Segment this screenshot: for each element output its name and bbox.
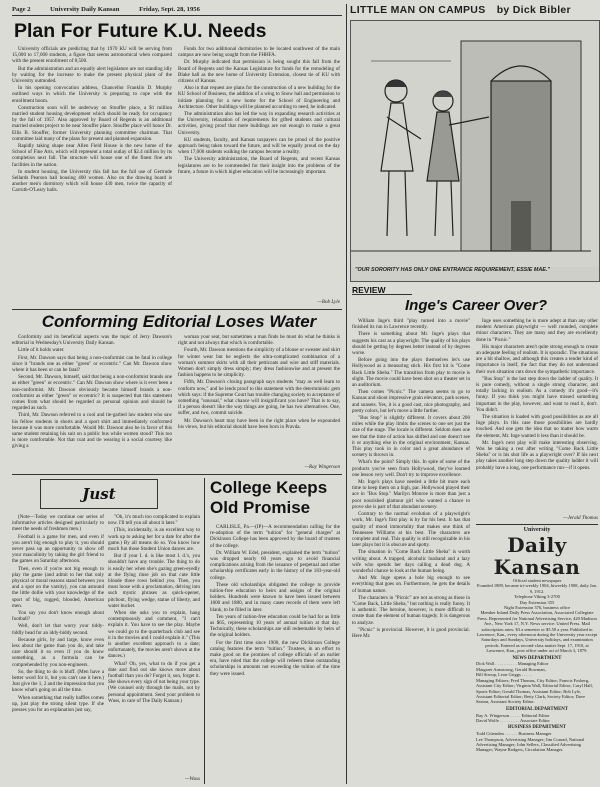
review-paragraph: And Mr. Inge opens a hole big enough to see everything that goes on. Furthermore, he gets the details of human nature. bbox=[352, 575, 470, 594]
browsing-paragraph: (Note—Today we continue our series of informative articles designed particularly to meet the needs of freshmen men.) bbox=[12, 514, 104, 533]
cartoon-title: LITTLE MAN ON CAMPUS bbox=[350, 4, 486, 16]
old-promise-paragraph: These old scholarships obligated the college to provide tuition-free education to heirs and assigns of the original holders. Hundreds were known to have been issued between 1800 and 1880, and in many cases records of them were left blank, to be filled in later. bbox=[210, 581, 340, 613]
masthead bbox=[476, 524, 598, 786]
business-department-list bbox=[476, 731, 598, 753]
cartoon-caption: "OUR SORORITY HAS ONLY ONE ENTRANCE REQUIREMENT, ESSIE MAE." bbox=[355, 267, 550, 273]
browsing-column-1 bbox=[12, 514, 104, 784]
lead-paragraph: Funds for two additional dormitories to be located southwest of the main campus are now being sought from the FHHFA. bbox=[178, 46, 340, 59]
browsing-paragraph: Well, don't let that worry your tiddy-tiddly head for an iddy-biddy second. bbox=[12, 623, 104, 636]
review-paragraph: Mr. Inge's next play will make interesting observing. Was he taking a rest after writing "Come Back Little Sheba" or is his shot life as a playwright over? If his next play takes another long step down the quality ladder it will probably have a long, one performance run—if it opens. bbox=[476, 439, 598, 471]
news-department-list bbox=[476, 661, 598, 704]
lead-paragraph: Also in that request are plans for the construction of a new building for the KU School of Business, the addition of a wing to Snow hall and permission to initiate planning for a new home for the School of Engineering and Architecture. Other buildings will be planned according to need, he indicated. bbox=[178, 85, 340, 110]
masthead-line: Day Extension 355 bbox=[519, 599, 555, 605]
editorial2-paragraph: woman your seat, but sometimes a man finds he must do what he thinks is right and not always that which is comfortable. bbox=[178, 334, 340, 347]
lead-paragraph: The University administration, the Board of Regents, and recent Kansas legislatures are to be commended for their insight into the problems of the future, a future in which higher education will be increasingly important. bbox=[178, 156, 340, 175]
cartoon-artist: by Dick Bibler bbox=[496, 4, 571, 16]
folio-date: Friday, Sept. 28, 1956 bbox=[139, 6, 200, 13]
browsing-headline: Just bbox=[82, 485, 116, 503]
editorial-department-head: EDITORIAL DEPARTMENT bbox=[506, 706, 568, 712]
review-column-1 bbox=[352, 318, 470, 784]
rule-vertical bbox=[346, 4, 347, 784]
rule-lead bbox=[12, 309, 342, 310]
lead-headline: Plan For Future K.U. Needs bbox=[14, 20, 267, 42]
browsing-headline-box bbox=[40, 479, 158, 509]
review-paragraph: William Inge's third "play turned into a movie" finished its run in Lawrence recently. bbox=[352, 318, 470, 331]
old-promise-paragraph: Ten years of tuition-free education could be had for as little as $65, representing 10 years of annual tuition at that day. Technically, these scholarships are still redeemable by heirs of the original holders. bbox=[210, 613, 340, 639]
cartoon-header bbox=[350, 4, 600, 18]
old-promise-paragraph: Dr. William W. Edel, president, explained the term "tuition" was dropped nearly 60 years ago to avoid financial complications arising from the issuance of perpetual and other scholarship certificates early in the history of the 183-year-old college. bbox=[210, 549, 340, 581]
old-promise-paragraph: For the first time since 1900, the new Dickinson College catalog features the term "tuition." Trustees, in an effort to make good on the promises of college officials of an earlier era, have ruled that the college will redeem these outstanding scholarships in amounts not exceeding the tuition of the time they were issued. bbox=[210, 639, 340, 677]
browsing-byline: —Wuss bbox=[184, 776, 200, 782]
business-staff-line: Todd Cittenden . . . . . . Business Manager bbox=[476, 731, 552, 737]
folio-line bbox=[12, 4, 342, 16]
rule-editorial2 bbox=[12, 474, 342, 475]
review-paragraph: Contrary to the normal evolution of a playwright's work, Mr. Inge's first play is by far his best. It has that quality of mood immortality that makes one think of Tennessee Williams at his best. The characters are complete and real. This quality is still recognizable in his later plays but it is obscure and spotty. bbox=[352, 511, 470, 549]
browsing-column-2 bbox=[108, 514, 200, 776]
cartoon-panel bbox=[350, 20, 600, 282]
business-department-head: BUSINESS DEPARTMENT bbox=[508, 725, 566, 731]
news-department-head: NEWS DEPARTMENT bbox=[512, 655, 562, 661]
review-paragraph: The situation is loaded with good possibilities as are all Inge plays. In this case those possibilities are hardly touched. And one gets the idea that no matter how warm the element, Mr. Inge wanted it less than it should be. bbox=[476, 414, 598, 439]
editorial2-paragraph: First, Mr. Dawson says that being a non-conformist can be fatal in college since it "brands one as either "green" or eccentric." Can Mr. Dawson show where it has been or can be fatal? bbox=[12, 354, 172, 374]
masthead-line: Official student newspaper bbox=[512, 578, 562, 583]
editorial2-headline: Conforming Editorial Loses Water bbox=[41, 312, 317, 331]
editorial-department-list bbox=[476, 713, 598, 724]
review-paragraph: His major characters aren't quite strong enough to create an adequate feeling of realism. It is sporadic. The situations are a bit shallow, and although this creates a tender kind of importance in itself, the fact that they do not understand their own situation cuts down the sympathetic importance. bbox=[476, 343, 598, 375]
business-staff-line: Lee Thompson, Advertising Manager; Jim Conrad, National Advertising Manager; John Sellers, Classified Advertising Manager; Wayne Rodgers, Circulation Manager. bbox=[476, 736, 585, 753]
review-paragraph: The characters in "Picnic" are not as strong as those in "Come Back, Little Sheba," but nothing is really funny. It is authentic. The heroine, however, is more difficult to create than the element of human tragedy. It is dangerous to analyze. bbox=[352, 594, 470, 626]
masthead-line: Telephone Viking 3-2700 bbox=[514, 594, 560, 600]
folio-paper: University Daily Kansan bbox=[50, 6, 120, 13]
news-staff-line: Dick Wall . . . . . . . . . . Managing Editor bbox=[476, 661, 549, 667]
browsing-paragraph: When something that really baffles comes up, just play the strong silent type. If she presses you for an explanation just say, bbox=[12, 694, 104, 714]
news-staff-line: Bill Stroup, Leon Griggs . . . . . bbox=[476, 672, 532, 678]
old-promise-headline: College Keeps Old Promise bbox=[210, 478, 328, 517]
old-promise-column bbox=[210, 524, 340, 784]
lead-byline: —Bob Lyle bbox=[317, 299, 340, 305]
browsing-paragraph: "Oh, it's much too complicated to explain now. I'll tell you all about it later." bbox=[108, 514, 200, 527]
editorial2-paragraph: Second, Mr. Dawson, himself, said that being a non-conformist brands one as either "green" or eccentric." Can Mr. Dawson show where is it ever been a non-conformist. Mr. Dawson obviously became himself brands a non-conformist as either "green" or eccentric? It is suspected that this statement comes from what should be regarded as personal opinion and should be regarded as such. bbox=[12, 374, 172, 412]
review-paragraph: Then comes "Picnic." The camera seems to go to Kansas and shoot impressive grain elevators, park scenes, and sunsets. Yes, it is a good cast, nice photography, and pretty colors, but let's move a little further. bbox=[352, 389, 470, 414]
editorial2-paragraph: Third, Mr. Dawson referred to a cool and tie-garbed law student who saw his fellow students in shorts and a sport shirt and immediately conformed because it was more comfortable. Would Mr. Dawson also be in favor of this same student retaining his suit on a public bus while women stood? This too is more comfortable. Not that coat and tie wearing is a social courtesy like giving a bbox=[12, 412, 172, 450]
browsing-paragraph: When she asks you to explain, hang contemptuously and comment, "I can't explain it. You have to see the play. Maybe we could go to the quarterback club and see it in the movies and I could explain it." (This is another excellent approach to a date; unfortunately, the movies aren't shown at the dances.) bbox=[108, 610, 200, 660]
lead-paragraph: KU students, faculty, and Kansas taxpayers can be proud of the positive approach being taken toward the future, and will be equally proud on the day when 17,000 students walking the campus become a reality. bbox=[178, 136, 340, 156]
lead-column-1 bbox=[12, 46, 172, 308]
browsing-paragraph: Football is a game for men, and even if you aren't big enough to play it, you should never pass up an opportunity to show off your masculinity by taking the girl friend to the games on Saturday afternoon. bbox=[12, 533, 104, 565]
editorial2-byline: —Ray Wingerson bbox=[304, 464, 340, 470]
browsing-paragraph: So, the thing to do is bluff. (Men have a better word for it, but you can't use it here.) Just give the 1, 2 and the impression that you know what's going on all the time. bbox=[12, 668, 104, 694]
review-paragraph: What's the point? Simply this. In spite of some of the products you've seen from Hollywood, they've learned one lesson very well. Don't try to improve excellence. bbox=[352, 459, 470, 478]
review-paragraph: "Bus Stop" is the last step down the ladder of quality. It is pure comedy, without a single strong character, and totally lacking in realism. As a comedy it's good—it's funny. If you think you might have missed something important in the play, however, and want to read it, don't. You didn't. bbox=[476, 375, 598, 413]
editorial2-paragraph: Fourth, Mr. Dawson mentions the simplicity of a blouse or sweater and skirt for winter wear but he neglects the ultra-complicated combination of a woman's summer skirts with all their petticoats and wire and stiff materials. Women don't simply dress simply; they dress fashionwise and at present the fashion happens to be simplicity. bbox=[178, 347, 340, 379]
folio-page: Page 2 bbox=[12, 6, 31, 13]
lead-paragraph: Dr. Murphy indicated that permission is being sought this fall from the Board of Regents and the Kansas Legislature for funds for the remodeling of Blake hall as the new home of University Extension, closest tie of KU with citizens of Kansas. bbox=[178, 59, 340, 85]
lead-paragraph: The administration also has led the way in expanding research activities at the University, relaxation of requirements for gifted students and cultural activities, giving proof that mere buildings are not enough to make a great University. bbox=[178, 111, 340, 136]
browsing-paragraph: But if your I. d. is like most I. d.'s, you shouldn't have any trouble. The thing to do is easily her when she's gazing green-eyedly at the flying rinse job on that cute little blonde three rows behind you. Then, you must loose with a proclamation, delving into such mystic phrases as quick-opener, pitchout, flying wedge, statue of liberty, and water bucket. bbox=[108, 553, 200, 609]
review-headline: Inge's Career Over? bbox=[405, 297, 547, 314]
news-staff-line: Margaret Armstrong, Gerald Bowman, bbox=[476, 666, 546, 672]
lead-column-2 bbox=[178, 46, 340, 298]
editorial-staff-line: Ray A. Wingerson . . . . . Editorial Editor bbox=[476, 712, 550, 718]
news-staff-line: Managing Editors; Fred Thomas, City Editor; Francis Fosberg, Assistant City Editor; Virginia Wall, Editorial Editor; Caryl Hall, Sports Editor; Gerald Thomas, Assistant Editor; Bob Lyle, Assistant Editorial Editor; Betty Clark, Society Editor; Dave Seaton, Assistant Society Editor. bbox=[476, 677, 593, 705]
editorial2-paragraph: Mr. Dawson's heart may have been in the right place when he expounded his views, but his editorial should have been born in Pravda. bbox=[178, 417, 340, 430]
browsing-paragraph: Because girls, by and large, know even less about the game than you do, and take care should it so even if you do know something, as a formula can be comprehended by you non-engineers. bbox=[12, 636, 104, 668]
review-paragraph: Inge uses something he is more adept at than any other modern American playwright — well rounded, complete minor characters. They are many and they are excellently done in "Picnic." bbox=[476, 318, 598, 343]
masthead-line: Founded 1889, became tri-weekly 1904, biweekly 1908, daily Jan. 9, 1912. bbox=[477, 583, 597, 594]
masthead-line: Night Extension 376, business office bbox=[503, 605, 571, 611]
lead-paragraph: In his opening convocation address, Chancellor Franklin D. Murphy outlined ways in which the University is preparing to cope with the enrollment boom. bbox=[12, 85, 172, 104]
editorial2-column-2 bbox=[178, 334, 340, 464]
editorial-staff-line: David Wolfe . . . . . . . . . Associate Editor bbox=[476, 717, 550, 723]
masthead-title: Daily Kansan bbox=[493, 533, 581, 579]
browsing-paragraph: Then, even if you're not big enough to play the game (and admit to her that only physical or moral reasons stand between you and a spot on the varsity), you can astound the little dollie with your knowledge of the sport of big, rugged, blooded, American men. bbox=[12, 565, 104, 609]
editorial2-paragraph: Little of it holds water. bbox=[18, 347, 65, 354]
editorial2-paragraph: Fifth, Mr. Dawson's closing paragraph says students "may as well learn to conform now," and he lends proof to this statement with the deterministic gem which says: if the Supreme Court has trouble changing society to acceptance of something "unusual," what chance will insignificant you have? That is to say, if a person doesn't like the way things are going, he has two alternatives. One, suffer, and two, commit suicide. bbox=[178, 379, 340, 417]
lead-paragraph: University officials are predicting that by 1970 KU will be serving from 15,000 to 17,000 students, a figure that seems astronomical when compared with the present enrollment of 8,500. bbox=[12, 46, 172, 65]
lead-paragraph: Rapidly taking shape near Allen Field House is the new home of the School of Fine Arts, which will represent a total outlay of $2.4 million by its completion next fall. The structure will house one of the finest fine arts facilities in the nation. bbox=[12, 143, 172, 168]
review-paragraph: The situation in "Come Back Little Sheba" is worth writing about. A trapped, alcoholic husband and a lazy wife who spends her days calling a dead dog. A wonderful chance to look at the human being. bbox=[352, 549, 470, 574]
editorial2-column-1 bbox=[12, 334, 172, 472]
lead-paragraph: But the administration and an equally alert legislature are not standing idly by waiting for the increase to make the present physical plant of the University outmoded. bbox=[12, 65, 172, 85]
lead-paragraph: In student housing, the University this fall has the full use of Gertrude Sellards Pearson hall housing 400 women. Also on the drawing board is another men's dormitory which will house 430 men, twice the capacity of Carruth-O'Leary halls. bbox=[12, 168, 172, 194]
old-promise-paragraph: CARLISLE, Pa.—(IP)—A recommendation calling for the re-adoption of the term "tuition" for "general charges" at Dickinson College has been approved by the board of trustees of the college. bbox=[210, 524, 340, 549]
review-paragraph: "Bus Stop" is slightly different. It covers about 200 miles while the play limits the scenes to one set just the size of the stage. The locale is different. Seldom does one see that the time of action has shifted and one doesn't see it or anything else in the original environment, Kansas. This play took in in color and a great abundance of scenery is thrown in. bbox=[352, 415, 470, 459]
browsing-paragraph: What? Oh, yes, what to do if you get a date and find out she knows more about football than you do? Forget it, son, forget it. She shows every sign of not being your type. (We counsel only through the mails, not by personal appointment. Send your problem to Wuss, in care of The Daily Kansan.) bbox=[108, 660, 200, 704]
lead-paragraph: Construction soon will be underway on Stouffer place, a $1 million married student housing development which should be ready for occupancy by the fall of 1957. Also approved by Board of Regents is an additional married student project to be near Stouffer place. Stouffer place will honor Dr. Ellis B. Stouffer, former University planning committee chairman. That committee laid many of the plans for present and planned expansion. bbox=[12, 104, 172, 142]
review-paragraph: Before going into the plays themselves let's use Hollywood as a measuring stick. His first hit is "Come Back Little Sheba." The transition from play to movie is slight. The movie could have been shot on a theater set in an auditorium. bbox=[352, 357, 470, 389]
masthead-small: University bbox=[523, 527, 551, 533]
editorial2-paragraph: Conformity and its beneficial aspects was the topic of Jerry Dawson's editorial in Wednesday's University Daily Kansan. bbox=[12, 334, 172, 347]
review-column-2 bbox=[476, 318, 598, 518]
masthead-line: Member Inland Daily Press Association, Associated Collegiate Press. Represented for National Advertising Service, 420 Madison Ave., New York 17, N.Y. News service: United Press. Mail subscription rates: $3 a semester or $5.50 a year. Published in Lawrence, Kan., every afternoon during the University year except Saturdays and Sundays, University holidays, and examination periods. Entered as second-class matter Sept. 17, 1910, at Lawrence, Kan., post office under act of March 3, 1879. bbox=[476, 610, 598, 654]
browsing-paragraph: You say you don't know enough about football? bbox=[12, 610, 104, 623]
cartoon-drawing bbox=[351, 21, 599, 267]
rule-browsing bbox=[204, 478, 205, 784]
masthead-info bbox=[476, 578, 598, 654]
review-paragraph: Mr. Inge's plays have needed a little bit more each time to keep them on a high, par. Hollywood played their ace in "Bus Stop." Marilyn Monroe is more than just a poor nourished glamour girl who wanted a chance to prove she is part of that abundant scenery. bbox=[352, 479, 470, 510]
review-paragraph: "Picnic" is provincial. However, it is good provincial. Here Mr. bbox=[352, 626, 470, 639]
review-paragraph: There is something about Mr. Inge's plays that suggests his cast as a playwright. The quality of his plays should be getting by degrees better instead of by degrees worse. bbox=[352, 331, 470, 357]
browsing-paragraph: (This, incidentally, is an excellent way to work up to asking her for a date for after the game.) By all means do so. You know how much fun those Student Union dances are. bbox=[108, 527, 200, 553]
review-label: REVIEW bbox=[352, 285, 412, 295]
review-byline: —Jerald Thomas bbox=[563, 515, 598, 521]
